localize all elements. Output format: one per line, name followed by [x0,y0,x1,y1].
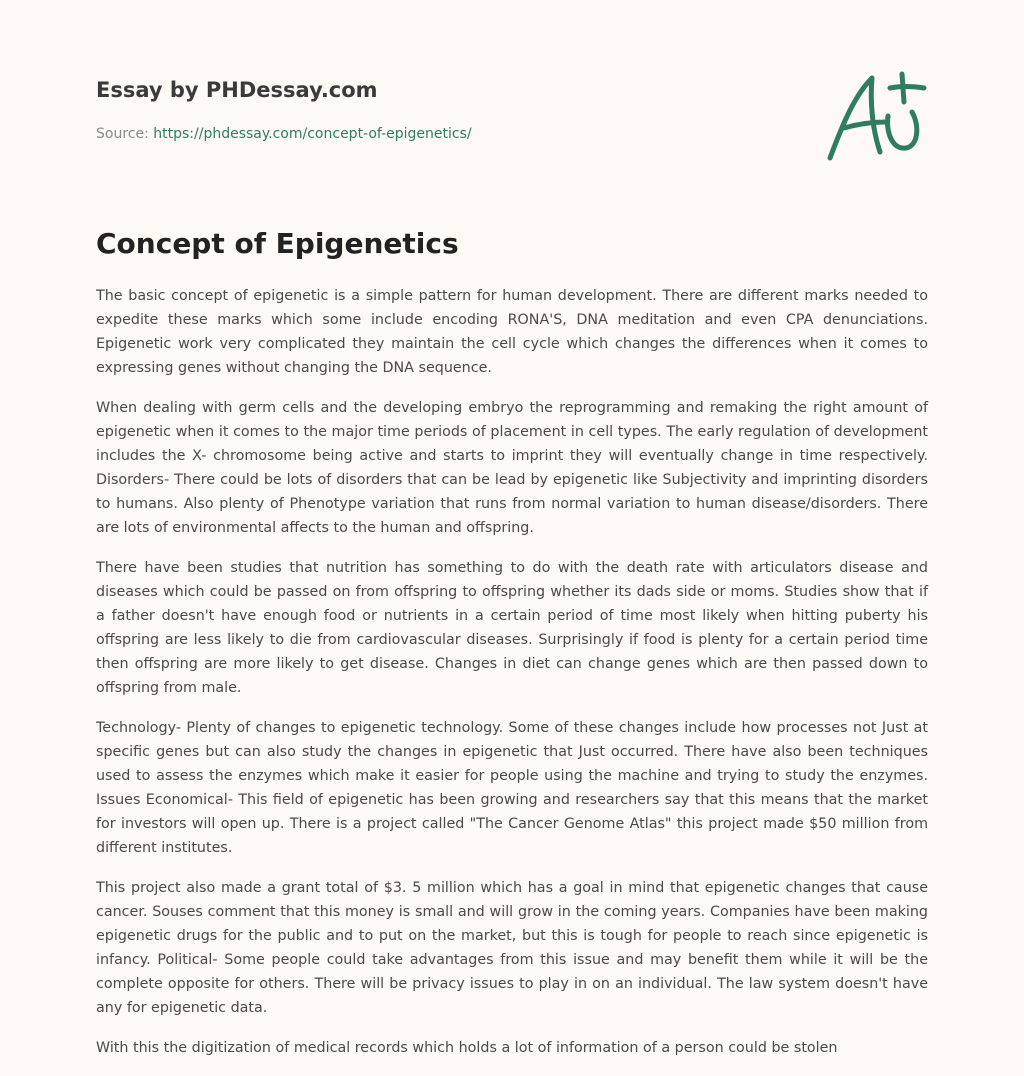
article-paragraph: The basic concept of epigenetic is a simple pattern for human development. There are different marks needed to expedite these marks which some include encoding RONA'S, DNA meditation and even CPA denunciations. Epigenetic work very complicated they maintain the cell cycle which changes the differences when it comes to expressing genes without changing the DNA sequence. [96,288,928,376]
article-paragraph: With this the digitization of medical records which holds a lot of information of a person could be stolen [96,1040,838,1056]
site-title: Essay by PHDessay.com [96,78,378,102]
article-paragraph: This project also made a grant total of $3. 5 million which has a goal in mind that epigenetic changes that cause cancer. Souses comment that this money is small and will grow in the coming years. Companies have been making epigenetic drugs for the public and to put on the market, but this is tough for people to reach since epigenetic is infancy. Political- Some people could take advantages from this issue and may benefit them while it will be the complete opposite for others. There will be privacy issues to play in on an individual. The law system doesn't have any for epigenetic data. [96,880,928,1016]
source-link[interactable]: https://phdessay.com/concept-of-epigenetics/ [153,126,472,142]
article-paragraph: There have been studies that nutrition has something to do with the death rate with articulators disease and diseases which could be passed on from offspring to offspring whether its dads side or moms. Studies show that if a father doesn't have enough food or nutrients in a certain period of time most likely when hitting puberty his offspring are less likely to die from cardiovascular diseases. Surprisingly if food is plenty for a certain period time then offspring are more likely to get disease. Changes in diet can change genes which are then passed down to offspring from male. [96,560,928,696]
article [96,224,928,1076]
article-paragraph: When dealing with germ cells and the developing embryo the reprogramming and remaking the right amount of epigenetic when it comes to the major time periods of placement in cell types. The early regulation of development includes the X- chromosome being active and starts to imprint they will eventually change in time respectively. Disorders- There could be lots of disorders that can be lead by epigenetic like Subjectivity and imprinting disorders to humans. Also plenty of Phenotype variation that runs from normal variation to human disease/disorders. There are lots of environmental affects to the human and offspring. [96,400,928,536]
page-header [96,74,928,144]
article-title: Concept of Epigenetics [96,227,459,260]
a-plus-logo [820,66,930,166]
a-plus-logo-icon [820,66,930,166]
source-label: Source: [96,126,149,142]
source-line [96,124,928,144]
article-paragraph: Technology- Plenty of changes to epigenetic technology. Some of these changes include how processes not Just at specific genes but can also study the changes in epigenetic that Just occurred. There have also been techniques used to assess the enzymes which make it easier for people using the machine and trying to study the enzymes. Issues Economical- This field of epigenetic has been growing and researchers say that this means that the market for investors will open up. There is a project called "The Cancer Genome Atlas" this project made $50 million from different institutes. [96,720,928,856]
